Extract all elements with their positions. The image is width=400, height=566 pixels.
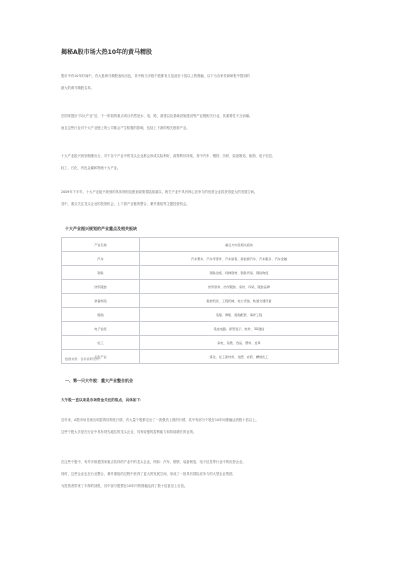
section-heading: 一、第一只大牛股：重大产业整合机会 [65, 378, 133, 383]
industry-table [61, 237, 339, 364]
table-caption: 十大产业振兴规划的产业重点及相关板块 [65, 226, 137, 231]
paragraph-1 [61, 70, 341, 94]
paragraph-6 [61, 456, 341, 492]
paragraph-line: 近年来，A股市场呈现出明显的结构性行情，有大量个股都走出了一波强劲上涨的行情，其中有部分个股在10年间涨幅达到数十倍以上。 [61, 418, 259, 422]
paragraph-line: 十大产业振兴规划相继出台，对于各个产业中的龙头企业都会形成实际利好，政策利好持续，其中汽车、钢铁、纺织、装备制造、船舶、电子信息、 [61, 154, 276, 158]
sub-heading: 大牛股一直以来是市场资金关注的焦点，具体如下： [61, 398, 144, 402]
table-header-row [62, 238, 339, 252]
paragraph-3 [61, 150, 341, 174]
table-row [62, 280, 339, 294]
table-row [62, 252, 339, 266]
table-cell: 石化产业 [62, 350, 140, 364]
document-title: 揭秘A股市场大热10年的黄马精股 [61, 49, 152, 56]
table-cell: 纺织原料、纺织服装、家纺、印染、服装品牌 [140, 280, 339, 294]
table-cell: 炼化、化工新材料、化肥、农药、精细化工 [140, 350, 339, 364]
table-cell: 汽车 [62, 252, 140, 266]
table-row [62, 266, 339, 280]
table-cell: 造船、修船、船舶配套、海洋工程 [140, 308, 339, 322]
paragraph-5 [61, 414, 341, 438]
table-cell: 纺织服装 [62, 280, 140, 294]
paragraph-line: 最大的黄马精股名单。 [61, 86, 94, 90]
table-cell: 集成电路、新型显示、软件、3G通信 [140, 322, 339, 336]
table-source-note: 数据来源：各券商研究所 [65, 357, 100, 361]
table-row [62, 336, 339, 350]
paragraph-line: 其中，重点关注龙头企业的投资机会，上下游产业链的整合、兼并重组等主题投资机会。 [61, 202, 190, 206]
table-cell: 家电、造纸、食品、塑料、皮革 [140, 336, 339, 350]
table-header-cell: 产业名称 [62, 238, 140, 252]
paragraph-line: 股市中有10年时间中，有大批黄马精股表现出色，其中相当多数个股都有几倍甚至十倍以上的涨幅，以下为各家券商研报中提到的 [61, 74, 250, 78]
table-cell: 数控机床、工程机械、电力设备、轨道交通设备 [140, 294, 339, 308]
table-cell: 汽车整车、汽车零部件、汽车销售、新能源汽车、汽车服务、汽车金融 [140, 252, 339, 266]
paragraph-line: 在国家提出“四大产业”后，下一阶段的重点项目仍然是水、电、路，基建以及基础设施建设等产业链相关行业，其重要性不言而喻。 [61, 114, 253, 118]
table-cell: 轻工 [62, 336, 140, 350]
table-header-cell: 重点方向及相关板块 [140, 238, 339, 252]
table-row [62, 294, 339, 308]
table-cell: 钢铁 [62, 266, 140, 280]
paragraph-4 [61, 186, 341, 210]
paragraph-line: 同时，这些企业也在行业整合、兼并重组的过程中获得了更大的发展空间，形成了一批具有国际竞争力的大型企业集团， [61, 472, 236, 476]
paragraph-line: 轻工、石化、有色金属和物流十大产业。 [61, 166, 121, 170]
table-row [62, 322, 339, 336]
paragraph-2 [61, 110, 341, 134]
paragraph-line: 在这些个股中，有许多都是国家重点扶持的产业中的龙头企业，例如：汽车、钢铁、装备制造、电子信息等行业中的优势企业。 [61, 460, 246, 464]
paragraph-line: 2009年下半年，十大产业振兴规划的具体细则及配套政策将陆续落实，相关产业中具有核心竞争力的优势企业将获得更大的发展空间。 [61, 190, 258, 194]
table-cell: 船舶 [62, 308, 140, 322]
table-cell: 钢铁冶炼、特种钢材、钢铁贸易、钢铁物流 [140, 266, 339, 280]
table-cell: 电子信息 [62, 322, 140, 336]
paragraph-line: 这些个股大多是在行业中具有领先地位的龙头企业，具有较强的盈利能力和持续增长的业绩。 [61, 430, 197, 434]
table-row [62, 350, 339, 364]
table-cell: 装备制造 [62, 294, 140, 308]
paragraph-line: 为投资者带来了丰厚的回报，其中部分股票在10年内的涨幅达到了数十倍甚至上百倍。 [61, 484, 188, 488]
table-row [62, 308, 339, 322]
paragraph-line: 而且这些行业对于大产业链上的公司都会产生积极的影响，包括上下游的相关配套产业。 [61, 126, 190, 130]
